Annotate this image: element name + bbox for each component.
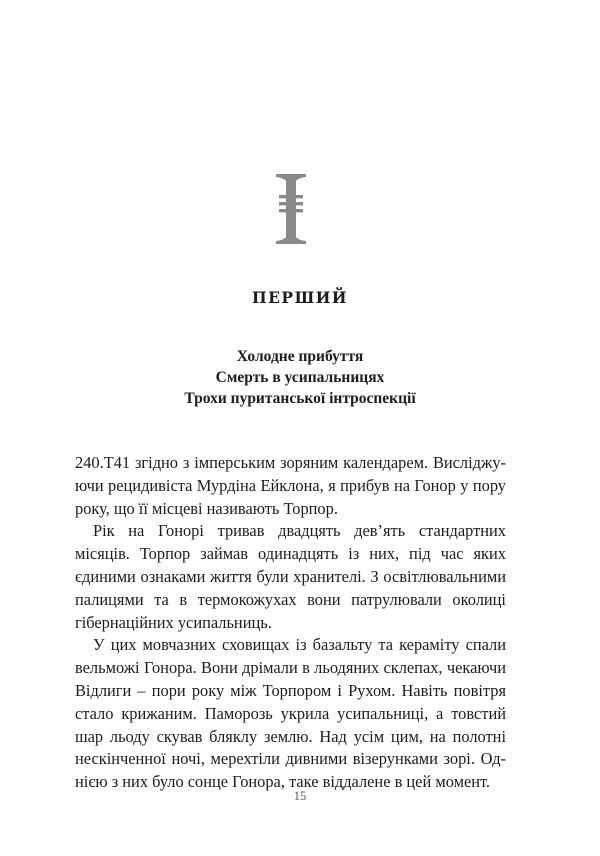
paragraph: У цих мовчазних сховищах із базальту та кераміту спали вельможі Гонора. Вони дрімали в льодяних склепах, чекаючи Відлиги – пори року між Торпором і Рухом. Навіть повітря стало крижаним. Паморозь укрила усипальниці, а товстий шар льоду скував бляклу землю. Над усім цим, на полотні нескінченної ночі, мерехтіли дивними візерунками зорі. Однією з них було сонце Гонора, таке віддалене в цей момент. (75, 635, 506, 792)
contents-item: Холодне прибуття (236, 348, 364, 365)
contents-item: Трохи пуританської інтроспекції (184, 390, 416, 407)
roman-numeral-one-ornament (274, 174, 308, 244)
body-text (75, 452, 506, 794)
page-number: 15 (293, 789, 307, 803)
part-title: ПЕРШИЙ (251, 288, 349, 307)
paragraph: 240.Т41 згідно з імперським зоряним календарем. Висліджуючи рецидивіста Мурдіна Ейклона, я прибув на Гонор у пору року, що її місцеві називають Торпор. (75, 453, 506, 518)
chapter-contents-list (0, 346, 600, 409)
paragraph: Рік на Гонорі тривав двадцять дев’ять стандартних місяців. Торпор займав одинадцять із них, під час яких єдиними ознаками життя були хранителі. З освітлювальними палицями та в термокожухах вони патрулювали околиці гібернаційних усипальниць. (75, 521, 506, 632)
contents-item: Смерть в усипальницях (215, 369, 385, 386)
